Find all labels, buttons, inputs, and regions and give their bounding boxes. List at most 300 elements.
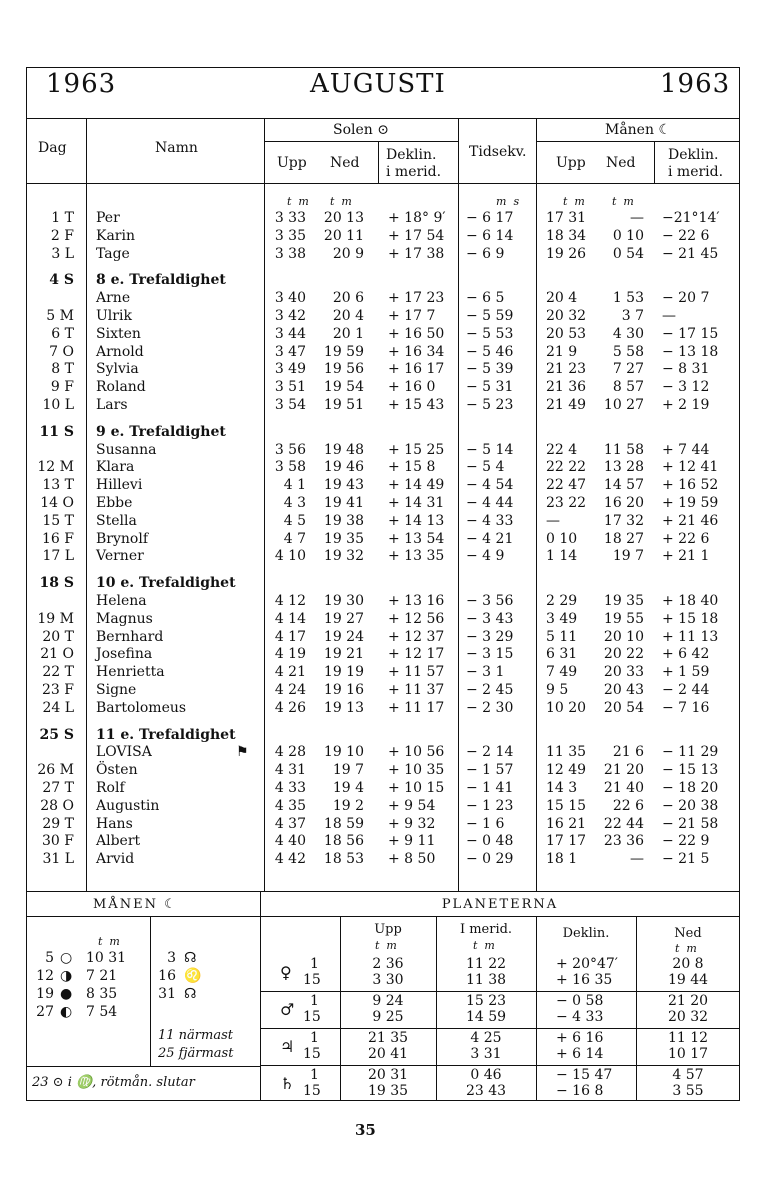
sun-rise: 4 12 bbox=[274, 593, 306, 609]
unit-m: m bbox=[341, 195, 352, 208]
moon-rise: 21 49 bbox=[546, 397, 587, 413]
sun-set: 19 51 bbox=[323, 397, 364, 413]
row-day: 15 T bbox=[42, 512, 74, 529]
sun-declination: + 11 17 bbox=[388, 699, 445, 716]
sun-declination: + 15 8 bbox=[388, 459, 436, 476]
table-bottom-rule bbox=[26, 891, 740, 892]
sun-rise: 4 17 bbox=[274, 628, 306, 645]
bottom-divider bbox=[260, 891, 261, 1101]
moon-rise: 22 4 bbox=[546, 441, 578, 458]
sun-set: 19 7 bbox=[332, 762, 364, 779]
sun-rise: 4 1 bbox=[283, 477, 306, 494]
moon-rise: 9 5 bbox=[546, 682, 569, 698]
moon-declination: + 18 40 bbox=[662, 593, 719, 609]
moon-declination: + 1 59 bbox=[662, 664, 710, 681]
moon-rise: 14 3 bbox=[546, 780, 578, 796]
planet-col-ned: Ned bbox=[674, 926, 702, 941]
moon-declination: − 3 12 bbox=[662, 379, 710, 396]
zodiac-icon: ☊ bbox=[184, 986, 197, 1002]
equation-of-time: − 2 14 bbox=[466, 744, 514, 761]
sun-declination: + 11 57 bbox=[388, 664, 445, 681]
moon-rise: 21 9 bbox=[546, 343, 578, 360]
row-day: 18 S bbox=[39, 575, 74, 592]
moon-set: 16 20 bbox=[603, 495, 644, 511]
row-name: LOVISA bbox=[96, 744, 152, 761]
row-day: 24 L bbox=[42, 699, 74, 716]
sun-set: 19 54 bbox=[323, 379, 364, 396]
apogee-label: 25 fjärmast bbox=[158, 1046, 234, 1061]
moon-rise: 1 14 bbox=[546, 548, 578, 565]
row-day: 10 L bbox=[42, 397, 74, 413]
unit-t: t bbox=[473, 939, 478, 952]
planet-meridian: 11 38 bbox=[465, 972, 507, 988]
sun-declination: + 15 43 bbox=[388, 397, 445, 413]
moon-set: — bbox=[630, 210, 644, 226]
planet-meridian: 14 59 bbox=[465, 1009, 507, 1025]
zodiac-icon: ♌ bbox=[184, 968, 202, 984]
sun-rise: 4 26 bbox=[274, 699, 306, 716]
moon-rise: 17 17 bbox=[546, 833, 587, 850]
planet-rise: 3 30 bbox=[372, 972, 404, 988]
planet-declination: − 16 8 bbox=[556, 1083, 604, 1099]
moon-rise: 23 22 bbox=[546, 495, 587, 511]
row-name: Augustin bbox=[96, 797, 160, 814]
row-name: Östen bbox=[96, 762, 138, 779]
sun-rise: 4 10 bbox=[274, 548, 306, 565]
phase-time: 10 31 bbox=[86, 950, 127, 966]
sun-declination: + 14 13 bbox=[388, 512, 445, 529]
row-day: 6 T bbox=[51, 325, 74, 342]
unit-m: m bbox=[686, 942, 697, 955]
sun-rise: 3 33 bbox=[274, 210, 306, 226]
moon-declination: − 7 16 bbox=[662, 699, 710, 716]
moon-rise: 20 4 bbox=[546, 290, 578, 307]
equation-of-time: − 0 29 bbox=[466, 851, 514, 868]
equation-of-time: − 5 4 bbox=[466, 459, 505, 476]
moon-set: 10 27 bbox=[603, 397, 644, 413]
phase-day: 27 bbox=[36, 1004, 54, 1020]
unit-t: t bbox=[98, 935, 103, 948]
row-day: 8 T bbox=[51, 361, 74, 378]
sun-declination: + 17 7 bbox=[388, 308, 436, 324]
page-number: 35 bbox=[355, 1121, 376, 1139]
moon-declination: − 18 20 bbox=[662, 780, 719, 796]
sun-declination: + 16 50 bbox=[388, 325, 445, 342]
moon-declination: − 21 5 bbox=[662, 851, 710, 868]
row-name: Arne bbox=[96, 290, 131, 307]
sun-deklin-rule bbox=[378, 141, 379, 183]
sun-declination: + 9 11 bbox=[388, 833, 436, 850]
manen-rule bbox=[536, 141, 740, 142]
col-tidsekv: Tidsekv. bbox=[469, 144, 527, 160]
equation-of-time: − 6 17 bbox=[466, 210, 514, 226]
moon-rise: 22 22 bbox=[546, 459, 587, 476]
moon-declination: + 19 59 bbox=[662, 495, 719, 511]
perigee-label: 11 närmast bbox=[158, 1028, 233, 1043]
moon-set: 3 7 bbox=[621, 308, 644, 324]
phase-day: 19 bbox=[36, 986, 54, 1002]
moon-declination: + 11 13 bbox=[662, 628, 719, 645]
moon-set: 19 55 bbox=[603, 610, 644, 627]
equation-of-time: − 4 44 bbox=[466, 495, 514, 511]
moon-rise: 18 34 bbox=[546, 227, 587, 244]
sun-declination: + 10 35 bbox=[388, 762, 445, 779]
sun-declination: + 12 56 bbox=[388, 610, 445, 627]
row-name: Hillevi bbox=[96, 477, 143, 494]
sun-set: 19 43 bbox=[323, 477, 364, 494]
planet-declination: + 16 35 bbox=[556, 972, 613, 988]
equation-of-time: − 2 30 bbox=[466, 699, 514, 716]
moon-declination: − 20 7 bbox=[662, 290, 710, 307]
row-day: 22 T bbox=[42, 664, 74, 681]
planet-set: 21 20 bbox=[667, 993, 709, 1009]
sun-set: 19 2 bbox=[332, 797, 364, 814]
sun-declination: + 16 34 bbox=[388, 343, 445, 360]
sun-set: 19 38 bbox=[323, 512, 364, 529]
moon-declination: − 2 44 bbox=[662, 682, 710, 698]
zodiac-icon: ☊ bbox=[184, 950, 197, 966]
row-name: Hans bbox=[96, 815, 133, 832]
planet-date: 15 bbox=[303, 1009, 321, 1025]
equation-of-time: − 6 5 bbox=[466, 290, 505, 307]
moon-declination: − 21 58 bbox=[662, 815, 719, 832]
planets-title: PLANETERNA bbox=[441, 897, 559, 912]
planet-set: 20 8 bbox=[672, 956, 704, 972]
month-title: AUGUSTI bbox=[310, 69, 446, 99]
row-day: 14 O bbox=[40, 495, 74, 511]
planet-icon: ♂ bbox=[280, 1000, 295, 1019]
sun-declination: + 13 35 bbox=[388, 548, 445, 565]
sun-rise: 3 51 bbox=[274, 379, 306, 396]
moon-declination: + 2 19 bbox=[662, 397, 710, 413]
moon-phases-rule bbox=[26, 916, 260, 917]
equation-of-time: − 6 14 bbox=[466, 227, 514, 244]
planet-meridian: 0 46 bbox=[470, 1067, 502, 1083]
moon-rise: 22 47 bbox=[546, 477, 587, 494]
planets-rule bbox=[260, 916, 740, 917]
moon-set: 4 30 bbox=[612, 325, 644, 342]
sun-set: 20 13 bbox=[323, 210, 364, 226]
planet-col-deklin: Deklin. bbox=[562, 926, 610, 941]
sun-rise: 4 28 bbox=[274, 744, 306, 761]
row-day: 2 F bbox=[50, 227, 74, 244]
moon-rise: 21 36 bbox=[546, 379, 587, 396]
solen-rule bbox=[264, 141, 458, 142]
planet-date: 1 bbox=[310, 993, 319, 1009]
divider-namn bbox=[264, 118, 265, 891]
sun-rise: 3 56 bbox=[274, 441, 306, 458]
moon-declination: − 8 31 bbox=[662, 361, 710, 378]
phase-time: 8 35 bbox=[86, 986, 118, 1002]
sun-rise: 4 33 bbox=[274, 780, 306, 796]
equation-of-time: − 5 23 bbox=[466, 397, 514, 413]
sun-set: 19 16 bbox=[323, 682, 364, 698]
column-header-rule bbox=[26, 183, 740, 184]
moon-phase-icon: ◐ bbox=[60, 1004, 73, 1020]
moon-rise: 20 53 bbox=[546, 325, 587, 342]
sun-declination: + 10 56 bbox=[388, 744, 445, 761]
moon-declination: − 22 9 bbox=[662, 833, 710, 850]
col-sun-ned: Ned bbox=[330, 155, 360, 171]
divider-tidsekv bbox=[458, 118, 459, 891]
col-dag: Dag bbox=[38, 140, 67, 156]
moon-nodes-divider bbox=[150, 916, 151, 1066]
row-day: 26 M bbox=[37, 762, 74, 779]
planet-row-rule bbox=[260, 991, 740, 992]
sun-rise: 4 37 bbox=[274, 815, 306, 832]
moon-rise: 6 31 bbox=[546, 646, 578, 663]
planet-meridian: 4 25 bbox=[470, 1030, 502, 1046]
moon-rise: 21 23 bbox=[546, 361, 587, 378]
node-day: 16 bbox=[158, 968, 176, 984]
divider-manen bbox=[536, 118, 537, 891]
equation-of-time: − 4 54 bbox=[466, 477, 514, 494]
equation-of-time: − 5 59 bbox=[466, 308, 514, 324]
sun-set: 20 6 bbox=[332, 290, 364, 307]
row-day: 28 O bbox=[40, 797, 74, 814]
divider-dag bbox=[86, 118, 87, 891]
row-day: 5 M bbox=[46, 308, 74, 324]
unit-t: t bbox=[287, 195, 292, 208]
equation-of-time: − 3 56 bbox=[466, 593, 514, 609]
planet-declination: − 0 58 bbox=[556, 993, 604, 1009]
row-name: Ulrik bbox=[96, 308, 132, 324]
sun-rise: 3 40 bbox=[274, 290, 306, 307]
moon-set: 20 54 bbox=[603, 699, 644, 716]
sun-rise: 3 47 bbox=[274, 343, 306, 360]
col-solen: Solen ⊙ bbox=[333, 122, 389, 138]
sun-rise: 3 54 bbox=[274, 397, 306, 413]
row-day: 12 M bbox=[37, 459, 74, 476]
planet-declination: − 4 33 bbox=[556, 1009, 604, 1025]
unit-m: m bbox=[484, 939, 495, 952]
sun-declination: + 16 0 bbox=[388, 379, 436, 396]
planet-meridian: 3 31 bbox=[470, 1046, 502, 1062]
row-name: Tage bbox=[96, 245, 130, 262]
unit-t: t bbox=[675, 942, 680, 955]
moon-phases-title: MÅNEN ☾ bbox=[93, 897, 178, 912]
moon-set: 17 32 bbox=[603, 512, 644, 529]
equation-of-time: − 3 43 bbox=[466, 610, 514, 627]
row-day: 3 L bbox=[51, 245, 74, 262]
sun-set: 19 21 bbox=[323, 646, 364, 663]
planet-col-upp: Upp bbox=[374, 922, 402, 937]
sun-set: 19 4 bbox=[332, 780, 364, 796]
planet-set: 19 44 bbox=[667, 972, 709, 988]
row-name: Magnus bbox=[96, 610, 153, 627]
sun-set: 18 56 bbox=[323, 833, 364, 850]
moon-set: 8 57 bbox=[612, 379, 644, 396]
equation-of-time: − 5 14 bbox=[466, 441, 514, 458]
equation-of-time: − 4 21 bbox=[466, 530, 514, 547]
moon-set: 19 7 bbox=[612, 548, 644, 565]
row-name: Bernhard bbox=[96, 628, 164, 645]
planet-date: 1 bbox=[310, 956, 319, 972]
row-name: Signe bbox=[96, 682, 137, 698]
moon-declination: − 11 29 bbox=[662, 744, 719, 761]
unit-m: m bbox=[574, 195, 585, 208]
equation-of-time: − 5 46 bbox=[466, 343, 514, 360]
planet-declination: + 20°47′ bbox=[556, 956, 618, 972]
sun-set: 20 1 bbox=[332, 325, 364, 342]
planet-row-rule bbox=[260, 1065, 740, 1066]
moon-set: 13 28 bbox=[603, 459, 644, 476]
moon-set: 7 27 bbox=[612, 361, 644, 378]
row-day: 29 T bbox=[42, 815, 74, 832]
moon-declination: − 20 38 bbox=[662, 797, 719, 814]
sun-set: 20 4 bbox=[332, 308, 364, 324]
planet-icon: ♄ bbox=[280, 1074, 295, 1093]
planet-rise: 9 25 bbox=[372, 1009, 404, 1025]
planet-icon: ♃ bbox=[280, 1037, 295, 1056]
sun-declination: + 9 32 bbox=[388, 815, 436, 832]
unit-m: m bbox=[623, 195, 634, 208]
phase-time: 7 54 bbox=[86, 1004, 118, 1020]
moon-set: 22 6 bbox=[612, 797, 644, 814]
row-day: 23 F bbox=[42, 682, 74, 698]
row-name: Albert bbox=[96, 833, 141, 850]
moon-phase-icon: ○ bbox=[60, 950, 73, 966]
row-name: Roland bbox=[96, 379, 146, 396]
row-day: 20 T bbox=[42, 628, 74, 645]
planets-div-3 bbox=[536, 916, 537, 1101]
sun-set: 19 41 bbox=[323, 495, 364, 511]
sun-set: 19 59 bbox=[323, 343, 364, 360]
sun-declination: + 17 23 bbox=[388, 290, 445, 307]
phase-day: 5 bbox=[45, 950, 54, 966]
sun-declination: + 14 31 bbox=[388, 495, 445, 511]
sunday-heading: 8 e. Trefaldighet bbox=[96, 272, 226, 289]
sun-set: 19 46 bbox=[323, 459, 364, 476]
moon-declination: + 21 1 bbox=[662, 548, 710, 565]
moon-rise: — bbox=[546, 512, 560, 529]
col-sun-imerid: i merid. bbox=[386, 164, 442, 180]
sun-declination: + 12 37 bbox=[388, 628, 445, 645]
row-name: Henrietta bbox=[96, 664, 165, 681]
unit-m: m bbox=[298, 195, 309, 208]
planet-date: 15 bbox=[303, 1046, 321, 1062]
moon-rise: 17 31 bbox=[546, 210, 587, 226]
planet-col-imerid: I merid. bbox=[459, 922, 513, 937]
sun-declination: + 17 54 bbox=[388, 227, 445, 244]
phase-day: 12 bbox=[36, 968, 54, 984]
moon-declination: + 16 52 bbox=[662, 477, 719, 494]
moon-rise: 0 10 bbox=[546, 530, 578, 547]
planet-set: 4 57 bbox=[672, 1067, 704, 1083]
equation-of-time: − 4 9 bbox=[466, 548, 505, 565]
moon-rise: 16 21 bbox=[546, 815, 587, 832]
moon-rise: 11 35 bbox=[546, 744, 587, 761]
moon-rise: 3 49 bbox=[546, 610, 578, 627]
sun-declination: + 18° 9′ bbox=[388, 210, 446, 226]
moon-set: — bbox=[630, 851, 644, 868]
equation-of-time: − 1 6 bbox=[466, 815, 505, 832]
sun-rise: 4 24 bbox=[274, 682, 306, 698]
sun-declination: + 17 38 bbox=[388, 245, 445, 262]
phase-time: 7 21 bbox=[86, 968, 118, 984]
row-day: 4 S bbox=[49, 272, 74, 289]
sun-rise: 4 42 bbox=[274, 851, 306, 868]
row-name: Verner bbox=[96, 548, 144, 565]
equation-of-time: − 5 39 bbox=[466, 361, 514, 378]
sun-set: 19 35 bbox=[323, 530, 364, 547]
moon-declination: + 22 6 bbox=[662, 530, 710, 547]
unit-t: t bbox=[612, 195, 617, 208]
moon-rise: 20 32 bbox=[546, 308, 587, 324]
col-moon-deklin: Deklin. bbox=[668, 147, 719, 163]
unit-s: s bbox=[513, 195, 520, 208]
sun-rise: 4 3 bbox=[283, 495, 306, 511]
equation-of-time: − 3 29 bbox=[466, 628, 514, 645]
moon-declination: − 15 13 bbox=[662, 762, 719, 779]
row-name: Per bbox=[96, 210, 120, 226]
sun-declination: + 16 17 bbox=[388, 361, 445, 378]
planet-rise: 20 41 bbox=[367, 1046, 409, 1062]
moon-rise: 19 26 bbox=[546, 245, 587, 262]
row-name: Rolf bbox=[96, 780, 125, 796]
row-name: Josefina bbox=[96, 646, 153, 663]
row-name: Brynolf bbox=[96, 530, 148, 547]
planet-rise: 9 24 bbox=[372, 993, 404, 1009]
moon-declination: − 17 15 bbox=[662, 325, 719, 342]
moon-set: 20 10 bbox=[603, 628, 644, 645]
row-name: Susanna bbox=[96, 441, 157, 458]
sun-declination: + 12 17 bbox=[388, 646, 445, 663]
row-day: 7 O bbox=[49, 343, 74, 360]
moon-declination: + 7 44 bbox=[662, 441, 710, 458]
row-day: 19 M bbox=[37, 610, 74, 627]
row-day: 16 F bbox=[42, 530, 74, 547]
row-day: 30 F bbox=[42, 833, 74, 850]
moon-set: 0 10 bbox=[612, 227, 644, 244]
moon-rise: 12 49 bbox=[546, 762, 587, 779]
planet-set: 20 32 bbox=[667, 1009, 709, 1025]
sun-rise: 4 19 bbox=[274, 646, 306, 663]
equation-of-time: − 5 31 bbox=[466, 379, 514, 396]
sun-declination: + 9 54 bbox=[388, 797, 436, 814]
planet-rise: 20 31 bbox=[367, 1067, 409, 1083]
col-namn: Namn bbox=[155, 140, 198, 156]
row-name: Karin bbox=[96, 227, 135, 244]
planet-declination: + 6 14 bbox=[556, 1046, 604, 1062]
equation-of-time: − 1 23 bbox=[466, 797, 514, 814]
sun-set: 19 13 bbox=[323, 699, 364, 716]
planet-date: 1 bbox=[310, 1067, 319, 1083]
sun-declination: + 14 49 bbox=[388, 477, 445, 494]
node-day: 3 bbox=[167, 950, 176, 966]
col-sun-upp: Upp bbox=[277, 155, 307, 171]
sun-declination: + 11 37 bbox=[388, 682, 445, 698]
row-name: Bartolomeus bbox=[96, 699, 187, 716]
row-day: 25 S bbox=[39, 726, 74, 743]
planet-row-rule bbox=[260, 1028, 740, 1029]
planet-declination: + 6 16 bbox=[556, 1030, 604, 1046]
moon-declination: − 13 18 bbox=[662, 343, 719, 360]
row-name: Klara bbox=[96, 459, 135, 476]
sun-set: 19 19 bbox=[323, 664, 364, 681]
moon-declination: + 15 18 bbox=[662, 610, 719, 627]
moon-set: 22 44 bbox=[603, 815, 644, 832]
moon-declination: + 6 42 bbox=[662, 646, 710, 663]
row-day: 27 T bbox=[42, 780, 74, 796]
moon-set: 23 36 bbox=[603, 833, 644, 850]
sun-rise: 3 38 bbox=[274, 245, 306, 262]
sun-set: 20 9 bbox=[332, 245, 364, 262]
year-right: 1963 bbox=[660, 69, 731, 99]
sun-set: 19 48 bbox=[323, 441, 364, 458]
sun-set: 19 30 bbox=[323, 593, 364, 609]
sun-rise: 3 42 bbox=[274, 308, 306, 324]
